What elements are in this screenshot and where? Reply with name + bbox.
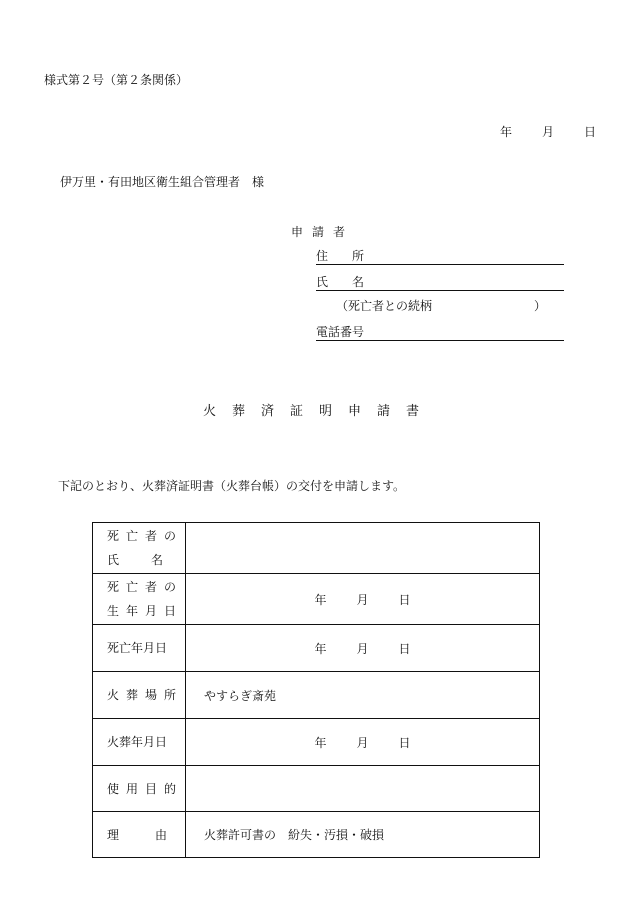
name-label: 氏 名 <box>316 275 365 289</box>
reason-label: 理 由 <box>93 812 186 858</box>
address-label: 住 所 <box>316 249 365 263</box>
table-row <box>93 523 540 574</box>
cremation-date-input[interactable]: 年 月 日 <box>186 719 540 766</box>
document-title: 火葬済証明申請書 <box>202 404 435 419</box>
addressee: 伊万里・有田地区衛生組合管理者 様 <box>60 175 265 189</box>
table-row <box>93 719 540 766</box>
cremation-date-label: 火葬年月日 <box>93 719 186 766</box>
reason-options[interactable]: 火葬許可書の 紛失・汚損・破損 <box>186 812 540 858</box>
death-date-label: 死亡年月日 <box>93 625 186 672</box>
table-row <box>93 672 540 719</box>
deceased-birth-date-input[interactable]: 年 月 日 <box>186 574 540 625</box>
phone-field[interactable] <box>316 323 564 341</box>
deceased-name-input[interactable] <box>186 523 540 574</box>
purpose-label: 使用目的 <box>93 766 186 812</box>
cremation-place-value[interactable]: やすらぎ斎苑 <box>186 672 540 719</box>
date-month-label: 月 <box>542 125 555 139</box>
cremation-place-label: 火葬場所 <box>93 672 186 719</box>
date-year-label: 年 <box>500 125 513 139</box>
table-row <box>93 812 540 858</box>
table-row <box>93 574 540 625</box>
detail-table <box>92 522 540 858</box>
relation-close-paren: ） <box>533 299 546 313</box>
deceased-birth-label: 死亡者の 生年月日 <box>93 574 186 625</box>
name-field[interactable] <box>316 273 564 291</box>
relation-label: （死亡者との続柄 <box>336 299 433 313</box>
intro-text: 下記のとおり、火葬済証明書（火葬台帳）の交付を申請します。 <box>58 479 406 493</box>
date-day-label: 日 <box>584 125 597 139</box>
form-number: 様式第２号（第２条関係） <box>44 73 189 87</box>
purpose-input[interactable] <box>186 766 540 812</box>
applicant-label: 申請者 <box>291 225 355 239</box>
phone-label: 電話番号 <box>316 325 365 339</box>
submission-date <box>500 123 596 140</box>
deceased-name-label: 死亡者の 氏 名 <box>93 523 186 574</box>
relation-field[interactable] <box>336 297 546 314</box>
address-field[interactable] <box>316 247 564 265</box>
death-date-input[interactable]: 年 月 日 <box>186 625 540 672</box>
table-row <box>93 625 540 672</box>
table-row <box>93 766 540 812</box>
